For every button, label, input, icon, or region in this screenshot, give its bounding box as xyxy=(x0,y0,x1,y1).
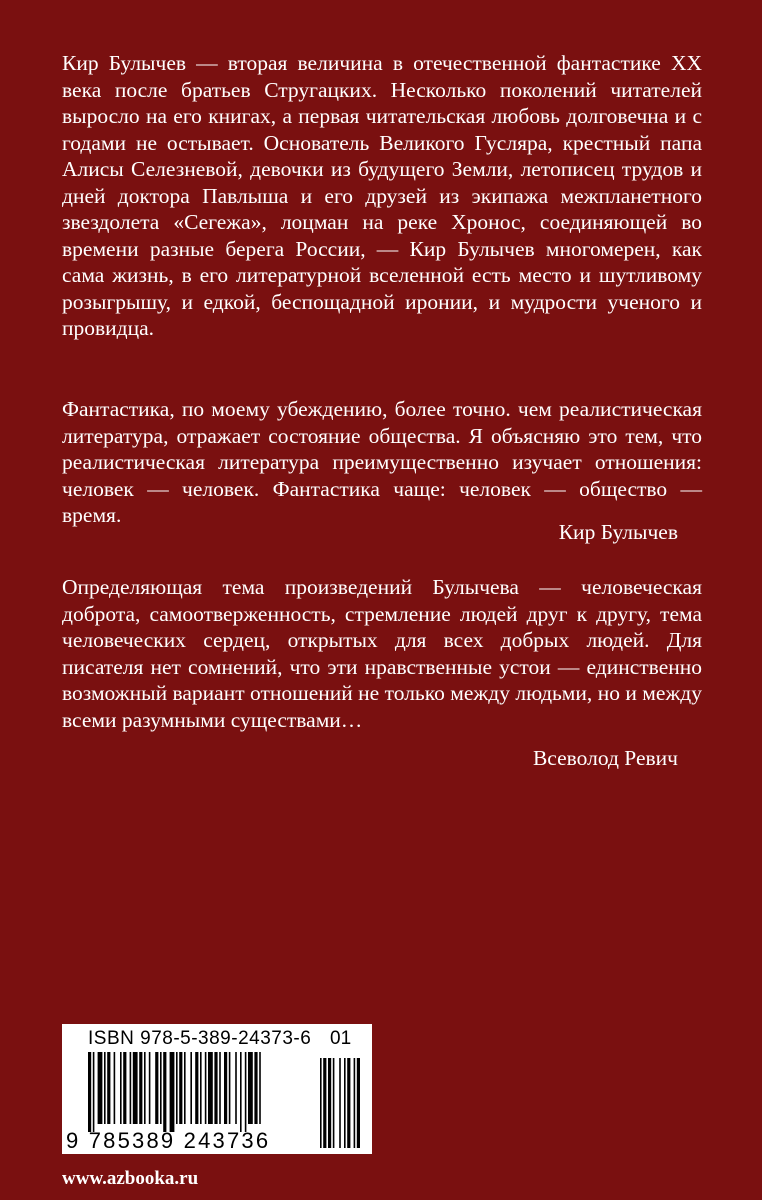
barcode-bar xyxy=(88,1052,91,1132)
barcode-bar xyxy=(170,1052,175,1132)
barcode-bar xyxy=(176,1052,178,1124)
barcode-bar xyxy=(347,1058,350,1148)
barcode-bar xyxy=(190,1052,192,1124)
barcode-bar xyxy=(163,1052,166,1132)
barcode-bar xyxy=(149,1052,151,1124)
barcode-bar xyxy=(254,1052,257,1124)
barcode-bar xyxy=(155,1052,158,1124)
barcode-bar xyxy=(93,1052,95,1132)
barcode-bar xyxy=(328,1058,331,1148)
barcode-bar xyxy=(240,1052,242,1132)
barcode-bar xyxy=(224,1052,227,1124)
ean-digits: 9 785389 243736 xyxy=(66,1128,271,1153)
critic-quote: Определяющая тема произведений Булычева — человеческая доброта, самоотверженность, стремление людей друг к другу, тема человеческих сердец, открытых для всех добрых людей. Для писателя нет сомнений, что эти нравственные устои — единственно возможный вариант отношений не только между людьми, но и между всеми разумными существами… xyxy=(62,575,702,732)
quote-author: Кир Булычев xyxy=(558,520,678,544)
barcode-bar xyxy=(123,1052,126,1124)
barcode-bar xyxy=(354,1058,356,1148)
barcode-bar xyxy=(323,1058,326,1148)
barcode-bar xyxy=(98,1052,103,1124)
barcode-bar xyxy=(114,1052,116,1124)
barcode-bar xyxy=(104,1052,106,1124)
barcode-bar xyxy=(333,1058,335,1148)
barcode-bar xyxy=(160,1052,162,1124)
barcode-addon-number: 01 xyxy=(330,1028,352,1049)
barcode-bar xyxy=(139,1052,142,1124)
barcode-bar xyxy=(229,1052,231,1124)
barcode-bar xyxy=(245,1052,247,1132)
barcode-bar xyxy=(107,1052,110,1124)
barcode-bar xyxy=(205,1052,207,1124)
barcode-bar xyxy=(259,1052,261,1124)
barcode-bar xyxy=(344,1058,346,1148)
barcode-bar xyxy=(195,1052,198,1124)
barcode-bar xyxy=(120,1052,122,1124)
blurb-paragraph-1: Кир Булычев — вторая величина в отечественной фантастике XX века после братьев Стругацких. Несколько поколений читателей выросло на его книгах, а первая читательская любовь долговечна и с годами не остывает. Основатель Великого Гусляра, крестный папа Алисы Селезневой, девочки из будущего Земли, летописец трудов и дней доктора Павлыша и его друзей из экипажа межпланетного звездолета «Сегежа», лоцман на реке Хронос, соединяющей во времени разные берега России, — Кир Булычев многомерен, как сама жизнь, в его литературной вселенной есть место и шутливому розыгрышу, и едкой, беспощадной иронии, и мудрости ученого и провидца. xyxy=(62,51,702,340)
barcode-bar xyxy=(130,1052,132,1124)
barcode-bar xyxy=(144,1052,146,1124)
barcode-bar xyxy=(214,1052,217,1124)
isbn-number: ISBN 978-5-389-24373-6 xyxy=(88,1028,312,1049)
author-quote: Фантастика, по моему убеждению, более точно. чем реалистическая литература, отражает состояние общества. Я объясняю это тем, что реалистическая литература преимущественно изучает отношения: человек — человек. Фантастика чаще: человек — общество — время. xyxy=(62,397,702,527)
isbn-barcode xyxy=(62,1024,372,1154)
barcode-bar xyxy=(208,1052,213,1124)
publisher-website: www.azbooka.ru xyxy=(62,1168,199,1189)
barcode-bar xyxy=(320,1058,322,1148)
barcode-bar xyxy=(200,1052,202,1124)
barcode-bar xyxy=(133,1052,138,1124)
barcode-bar xyxy=(357,1058,360,1148)
barcode-bar xyxy=(248,1052,253,1124)
barcode-bar xyxy=(339,1058,341,1148)
barcode-bar xyxy=(235,1052,237,1124)
barcode-bar xyxy=(219,1052,221,1124)
critic-author: Всеволод Ревич xyxy=(532,746,678,770)
barcode-bar xyxy=(184,1052,186,1124)
barcode-bar xyxy=(179,1052,182,1124)
